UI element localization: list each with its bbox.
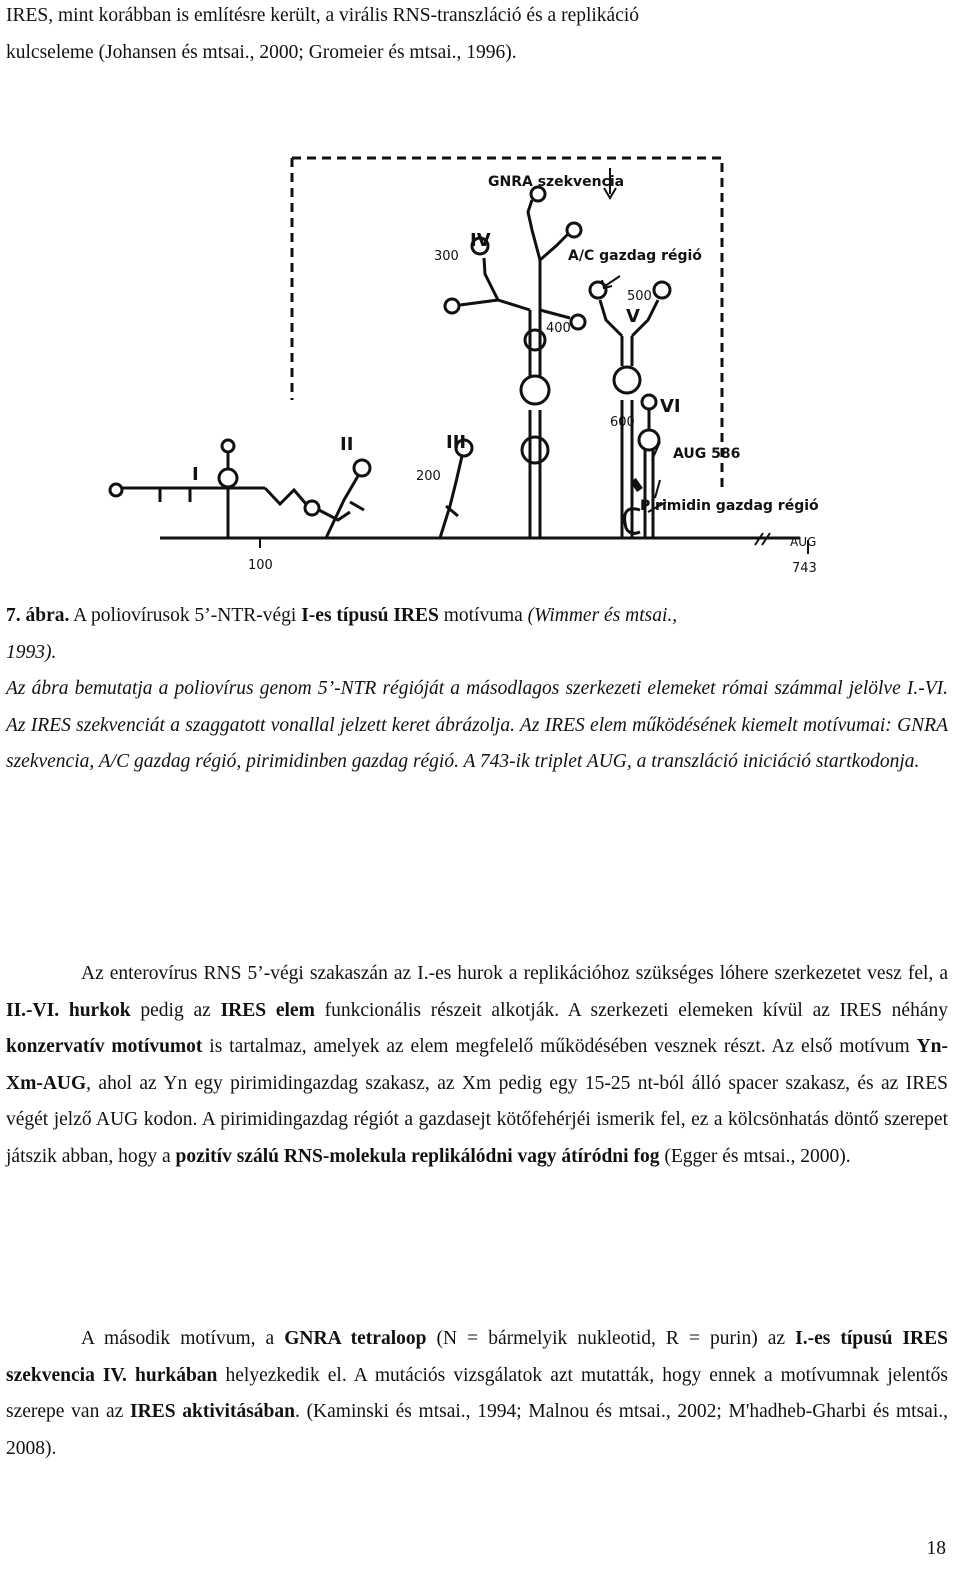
p1-text-g: is tartalmaz, amelyek az elem megfelelő működésében vesznek részt. Az első motívum — [202, 1036, 917, 1058]
loop-III — [440, 440, 472, 538]
label-loop-II: II — [340, 434, 354, 455]
p1-bold-d: IRES elem — [220, 999, 315, 1021]
p1-bold-h: Yn-Xm-AUG — [6, 1036, 948, 1094]
p2-text-a: A második motívum, a — [81, 1328, 285, 1349]
page-number: 18 — [926, 1538, 946, 1559]
label-pyrimidine-region: Pirimidin gazdag régió — [640, 498, 819, 514]
p1-bold-b: II.-VI. hurkok — [6, 999, 131, 1021]
p1-text-a: Az enterovírus RNS 5’-végi szakaszán az I.-es hurok a replikációhoz szükséges lóhere szerkezetet vesz fel, a — [81, 963, 948, 984]
caption-text-1: A poliovírusok 5’-NTR-végi — [69, 605, 302, 626]
intro-paragraph — [6, 0, 948, 71]
label-aug: AUG — [790, 535, 817, 549]
intro-line-2: kulcseleme (Johansen és mtsai., 2000; Gromeier és mtsai., 1996). — [6, 41, 517, 63]
caption-text-2: motívuma — [438, 605, 528, 626]
p2-text-e: helyezkedik el. A mutációs vizsgálatok azt mutatták, hogy ennek a motívumnak jelentős szerepe van az — [6, 1364, 948, 1423]
loop-IV — [445, 187, 585, 538]
p1-bold-j: pozitív szálú RNS-molekula replikálódni vagy átíródni fog — [175, 1145, 660, 1167]
label-500: 500 — [627, 289, 652, 304]
p2-bold-b: GNRA tetraloop — [284, 1328, 427, 1349]
body-paragraph-1 — [6, 956, 948, 1176]
rna-secondary-structure-diagram — [100, 150, 840, 590]
label-743: 743 — [792, 561, 817, 576]
p1-text-k: (Egger és mtsai., 2000). — [659, 1145, 851, 1167]
caption-bold: I-es típusú IRES — [301, 605, 439, 626]
caption-year: 1993). — [6, 641, 57, 663]
p1-text-c: pedig az — [130, 999, 221, 1021]
caption-body: Az ábra bemutatja a poliovírus genom 5’-NTR régióját a másodlagos szerkezeti elemeket római számmal jelölve I.-VI. Az IRES szekvenciát a szaggatott vonallal jelzett keret ábrázolja. Az IRES elem működésének kiemelt motívumai: GNRA szekvencia, A/C gazdag régió, pirimidinben gazdag régió. A 743-ik triplet AUG, a transzláció iniciáció startkodonja. — [6, 678, 948, 773]
p2-bold-f: IRES aktivitásában — [130, 1401, 295, 1423]
loop-II — [326, 460, 370, 538]
p2-bold-d: I.-es típusú IRES szekvencia IV. hurkában — [6, 1328, 948, 1386]
p1-text-e: funkcionális részeit alkotják. A szerkezeti elemeken kívül az IRES néhány — [314, 999, 948, 1021]
label-loop-IV: IV — [470, 230, 491, 251]
label-loop-I: I — [192, 464, 199, 485]
loop-I — [110, 440, 350, 538]
intro-line-1: IRES, mint korábban is említésre került, a virális RNS-transzláció és a replikáció — [6, 5, 640, 26]
label-aug586: AUG 586 — [673, 446, 741, 462]
label-400: 400 — [546, 321, 571, 336]
label-loop-VI: VI — [660, 396, 681, 417]
label-loop-III: III — [446, 432, 467, 453]
label-gnra: GNRA szekvencia — [488, 174, 625, 190]
body-paragraph-2 — [6, 1321, 948, 1467]
p2-text-c: (N = bármelyik nukleotid, R = purin) az — [426, 1328, 796, 1349]
p1-text-i: , ahol az Yn egy pirimidingazdag szakasz, az Xm pedig egy 15-25 nt-ból álló spacer szakasz, és az IRES végét jelző AUG kodon. A pirimidingazdag régiót a gazdasejt kötőfehérjéi ismerik fel, ez a kölcsönhatás döntő szerepet játszik abban, hogy a — [6, 1072, 948, 1167]
ires-structure-figure — [100, 150, 840, 590]
p2-text-g: . (Kaminski és mtsai., 1994; Malnou és mtsai., 2002; M'hadheb-Gharbi és mtsai., 2008). — [6, 1401, 948, 1459]
label-600: 600 — [610, 415, 635, 430]
p1-bold-f: konzervatív motívumot — [6, 1036, 203, 1058]
label-ac-region: A/C gazdag régió — [568, 248, 702, 264]
caption-label: 7. ábra. — [6, 605, 70, 626]
label-300: 300 — [434, 249, 459, 264]
label-loop-V: V — [626, 306, 640, 327]
label-100: 100 — [248, 558, 273, 573]
caption-citation: (Wimmer és mtsai., — [527, 605, 678, 626]
label-200: 200 — [416, 469, 441, 484]
figure-caption — [6, 598, 948, 781]
